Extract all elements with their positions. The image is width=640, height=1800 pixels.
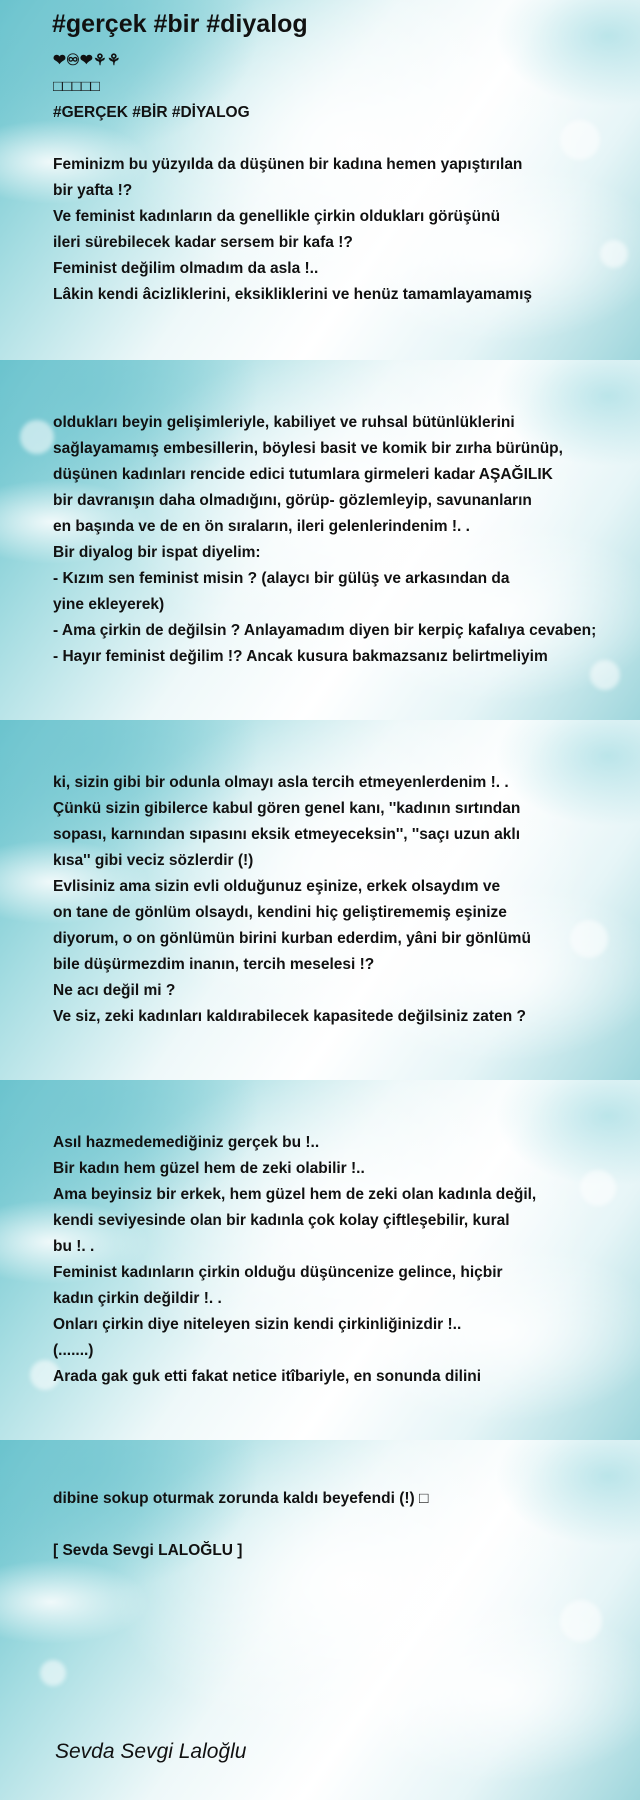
poem-text-part-5: dibine sokup oturmak zorunda kaldı beyefendi (!) □ [ Sevda Sevgi LALOĞLU ] xyxy=(53,1490,429,1559)
poem-panel-4 xyxy=(0,1080,640,1440)
author-signature: Sevda Sevgi Laloğlu xyxy=(55,1740,247,1763)
poem-text-part-2: oldukları beyin gelişimleriyle, kabiliyet ve ruhsal bütünlüklerini sağlayamamış embesillerin, böylesi basit ve komik bir zırha bürünüp, düşünen kadınları rencide edici tutumlara girmeleri kadar AŞAĞILIK bir davranışın daha olmadığını, görüp- gözlemleyip, savunanların en başında ve de en ön sıraların, ileri gelenlerindenim !. . Bir diyalog bir ispat diyelim: - Kızım sen feminist misin ? (alaycı bir gülüş ve arkasından da yine ekleyerek) - Ama çirkin de değilsin ? Anlayamadım diyen bir kerpiç kafalıya cevaben; - Hayır feminist değilim !? Ancak kusura bakmazsanız belirtmeliyim xyxy=(53,414,597,665)
poem-panel-3 xyxy=(0,720,640,1080)
bokeh-light xyxy=(560,1600,602,1642)
poem-panel-2 xyxy=(0,360,640,720)
poem-panel-1 xyxy=(0,0,640,360)
bokeh-light xyxy=(20,420,54,454)
poem-text-part-4: Asıl hazmedemediğiniz gerçek bu !.. Bir kadın hem güzel hem de zeki olabilir !.. Ama beyinsiz bir erkek, hem güzel hem de zeki olan kadınla değil, kendi seviyesinde olan bir kadınla çok kolay çiftleşebilir, kural bu !. . Feminist kadınların çirkin olduğu düşüncenize gelince, hiçbir kadın çirkin değildir !. . Onları çirkin diye niteleyen sizin kendi çirkinliğinizdir !.. (.......) Arada gak guk etti fakat netice itîbariyle, en sonunda dilini xyxy=(53,1134,537,1385)
poem-panel-5 xyxy=(0,1440,640,1800)
poem-text-part-3: ki, sizin gibi bir odunla olmayı asla tercih etmeyenlerdenim !. . Çünkü sizin gibilerce kabul gören genel kanı, ''kadının sırtından sopası, karnından sıpasını eksik etmeyeceksin'', ''saçı uzun aklı kısa'' gibi veciz sözlerdir (!) Evlisiniz ama sizin evli olduğunuz eşinize, erkek olsaydım ve on tane de gönlüm olsaydı, kendini hiç geliştirememiş eşinize diyorum, o on gönlümün birini kurban ederdim, yâni bir gönlümü bile düşürmezdim inanın, tercih meselesi !? Ne acı değil mi ? Ve siz, zeki kadınları kaldırabilecek kapasitede değilsiniz zaten ? xyxy=(53,774,531,1025)
bokeh-light xyxy=(40,1660,66,1686)
poem-text-part-1: ❤♾❤⚘⚘ □□□□□ #GERÇEK #BİR #DİYALOG Feminizm bu yüzyılda da düşünen bir kadına hemen yapıştırılan bir yafta !? Ve feminist kadınların da genellikle çirkin oldukları görüşünü ileri sürebilecek kadar sersem bir kafa !? Feminist değilim olmadım da asla !.. Lâkin kendi âcizliklerini, eksikliklerini ve henüz tamamlayamamış xyxy=(53,52,533,303)
poem-title: #gerçek #bir #diyalog xyxy=(52,10,308,38)
